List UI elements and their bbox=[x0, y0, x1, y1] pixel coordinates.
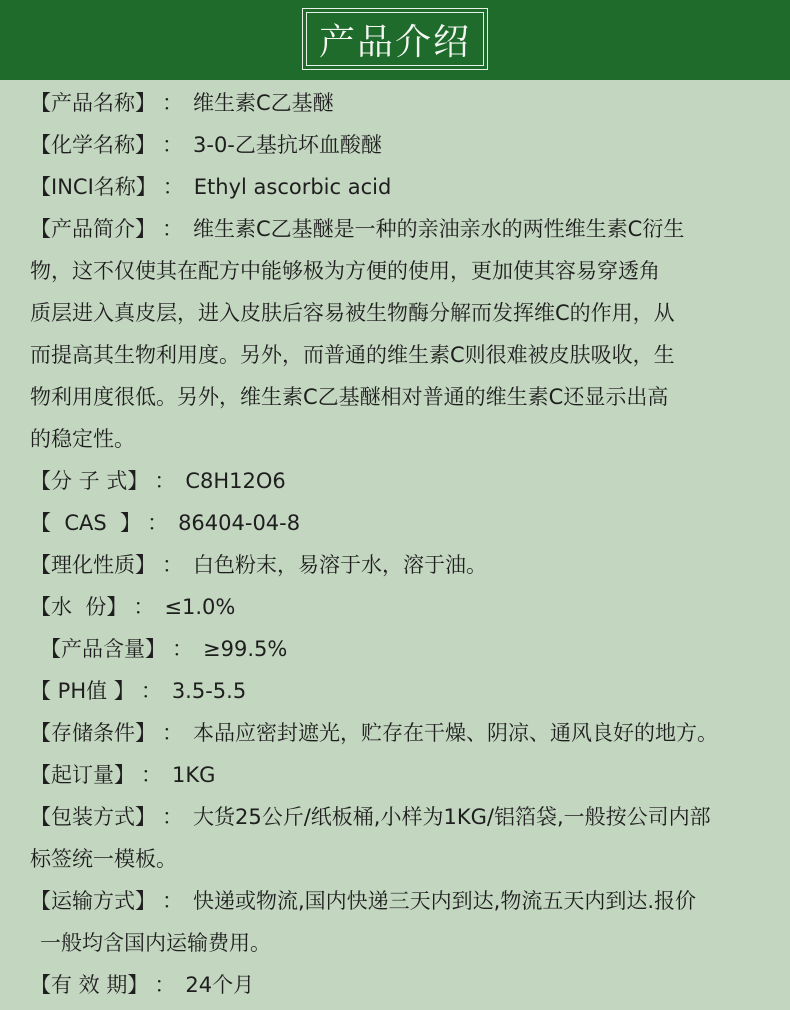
intro-continuation-line: 而提高其生物利用度。另外，而普通的维生素C则很难被皮肤吸收，生 bbox=[30, 343, 675, 367]
field-label: 【产品简介】 bbox=[30, 217, 156, 241]
row-molecular-formula bbox=[30, 460, 782, 502]
row-cas bbox=[30, 502, 782, 544]
field-label: 【起订量】 bbox=[30, 763, 135, 787]
row-shelf-life bbox=[30, 964, 782, 1006]
intro-continuation-line: 物，这不仅使其在配方中能够极为方便的使用，更加使其容易穿透角 bbox=[30, 259, 660, 283]
field-separator: ： bbox=[162, 721, 183, 745]
row-packaging bbox=[30, 796, 782, 838]
intro-continuation-line: 质层进入真皮层，进入皮肤后容易被生物酶分解而发挥维C的作用，从 bbox=[30, 301, 675, 325]
shipping-continuation-line: 一般均含国内运输费用。 bbox=[40, 931, 271, 955]
field-label: 【分 子 式】 bbox=[30, 469, 149, 493]
field-value: ≤1.0% bbox=[164, 595, 236, 619]
field-separator: ： bbox=[162, 133, 183, 157]
field-separator: ： bbox=[141, 763, 162, 787]
title-frame bbox=[302, 8, 488, 70]
header-banner bbox=[0, 0, 790, 80]
field-separator: ： bbox=[162, 889, 183, 913]
row-product-name bbox=[30, 82, 782, 124]
row-chemical-name bbox=[30, 124, 782, 166]
field-separator: ： bbox=[133, 595, 155, 619]
field-label: 【运输方式】 bbox=[30, 889, 156, 913]
page-title: 产品介绍 bbox=[318, 21, 471, 63]
field-value: 维生素C乙基醚 bbox=[193, 91, 334, 115]
field-label: 【化学名称】 bbox=[30, 133, 156, 157]
field-label: 【存储条件】 bbox=[30, 721, 156, 745]
field-separator: ： bbox=[162, 553, 183, 577]
intro-continuation-line: 物利用度很低。另外，维生素C乙基醚相对普通的维生素C还显示出高 bbox=[30, 385, 669, 409]
field-value: 24个月 bbox=[185, 973, 255, 997]
field-label: 【产品含量】 bbox=[40, 637, 166, 661]
field-value: Ethyl ascorbic acid bbox=[193, 175, 392, 199]
field-value: 86404-04-8 bbox=[178, 511, 301, 535]
field-value: 本品应密封遮光，贮存在干燥、阴凉、通风良好的地方。 bbox=[193, 721, 718, 745]
field-label: 【产品名称】 bbox=[30, 91, 156, 115]
field-separator: ： bbox=[154, 973, 176, 997]
product-info bbox=[30, 82, 782, 1006]
field-separator: ： bbox=[162, 217, 183, 241]
field-value: 大货25公斤/纸板桶,小样为1KG/铝箔袋,一般按公司内部 bbox=[193, 805, 711, 829]
field-value: 3-0-乙基抗坏血酸醚 bbox=[193, 133, 382, 157]
field-value: C8H12O6 bbox=[185, 469, 286, 493]
field-label: 【INCI名称】 bbox=[30, 175, 157, 199]
field-label: 【 PH值 】 bbox=[30, 679, 135, 703]
field-label: 【 CAS 】 bbox=[30, 511, 142, 535]
field-separator: ： bbox=[154, 469, 176, 493]
row-product-intro bbox=[30, 208, 782, 250]
row-storage bbox=[30, 712, 782, 754]
field-value: 快递或物流,国内快递三天内到达,物流五天内到达.报价 bbox=[193, 889, 697, 913]
field-separator: ： bbox=[147, 511, 169, 535]
field-value: ≥99.5% bbox=[203, 637, 288, 661]
field-separator: ： bbox=[140, 679, 162, 703]
intro-continuation-line: 的稳定性。 bbox=[30, 427, 135, 451]
row-ph bbox=[30, 670, 782, 712]
field-value: 1KG bbox=[172, 763, 216, 787]
row-moisture bbox=[30, 586, 782, 628]
field-value: 3.5-5.5 bbox=[171, 679, 247, 703]
row-shipping bbox=[30, 880, 782, 922]
field-value: 维生素C乙基醚是一种的亲油亲水的两性维生素C衍生 bbox=[193, 217, 685, 241]
row-moq bbox=[30, 754, 782, 796]
field-separator: ： bbox=[162, 805, 183, 829]
row-inci-name bbox=[30, 166, 782, 208]
field-separator: ： bbox=[162, 175, 184, 199]
field-label: 【理化性质】 bbox=[30, 553, 156, 577]
field-label: 【包装方式】 bbox=[30, 805, 156, 829]
field-label: 【有 效 期】 bbox=[30, 973, 149, 997]
field-label: 【水 份】 bbox=[30, 595, 128, 619]
field-separator: ： bbox=[162, 91, 183, 115]
field-value: 白色粉末，易溶于水，溶于油。 bbox=[193, 553, 487, 577]
packaging-continuation-line: 标签统一模板。 bbox=[30, 847, 177, 871]
row-content bbox=[30, 628, 782, 670]
row-properties bbox=[30, 544, 782, 586]
field-separator: ： bbox=[172, 637, 193, 661]
